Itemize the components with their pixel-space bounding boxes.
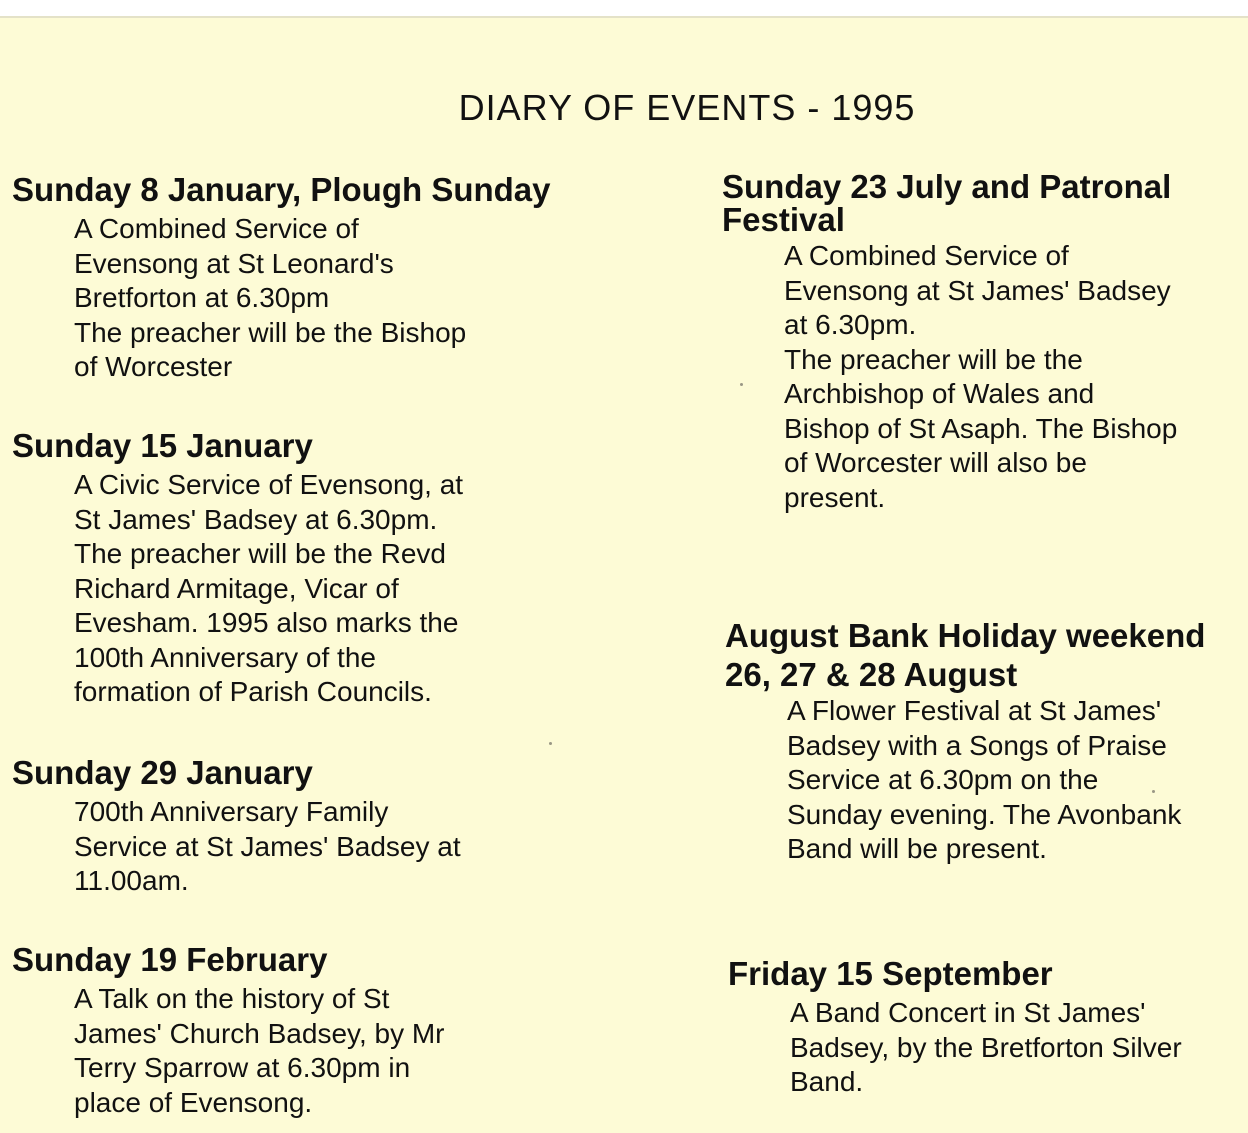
description-line: formation of Parish Councils. [74, 676, 432, 707]
print-speck [740, 383, 743, 386]
event-heading: Sunday 29 January [12, 754, 313, 791]
event-description [12, 982, 445, 1120]
event-description [722, 239, 1177, 515]
event-heading: Friday 15 September [728, 955, 1053, 992]
description-line: 100th Anniversary of the [74, 641, 376, 673]
description-line: Archbishop of Wales and [784, 378, 1095, 409]
description-line: A Flower Festival at St James' [787, 695, 1162, 726]
event-entry [722, 170, 1177, 515]
description-line: Badsey, by the Bretforton Silver [790, 1031, 1182, 1063]
event-entry [12, 942, 445, 1120]
description-line: present. [784, 481, 886, 513]
event-entry [12, 172, 551, 385]
event-entry [728, 956, 1182, 1100]
description-line: of Worcester will also be [784, 447, 1087, 478]
description-line: Terry Sparrow at 6.30pm in [74, 1052, 411, 1083]
description-line: A Combined Service of [784, 240, 1069, 271]
description-line: The preacher will be the [784, 343, 1083, 375]
description-line: A Talk on the history of St [74, 983, 390, 1014]
description-line: Evesham. 1995 also marks the [74, 607, 459, 638]
description-line: Sunday evening. The Avonbank [787, 798, 1182, 830]
description-line: Band. [790, 1066, 864, 1097]
event-entry [12, 755, 461, 899]
print-speck [549, 742, 552, 745]
description-line: place of Evensong. [74, 1086, 313, 1118]
event-description [12, 468, 463, 710]
description-line: 700th Anniversary Family [74, 796, 389, 827]
event-description [725, 694, 1205, 867]
description-line: Service at 6.30pm on the [787, 764, 1099, 795]
description-line: at 6.30pm. [784, 309, 917, 340]
event-description [12, 212, 551, 385]
description-line: Service at St James' Badsey at [74, 830, 461, 862]
description-line: Evensong at St Leonard's [74, 247, 394, 279]
event-description [12, 795, 461, 899]
description-line: Band will be present. [787, 833, 1047, 864]
heading-line: Festival [722, 201, 845, 238]
event-description [728, 996, 1182, 1100]
description-line: 11.00am. [74, 865, 189, 896]
description-line: A Band Concert in St James' [790, 997, 1146, 1028]
event-heading [722, 170, 1177, 236]
page-title: DIARY OF EVENTS - 1995 [458, 87, 916, 128]
description-line: A Combined Service of [74, 213, 359, 244]
description-line: St James' Badsey at 6.30pm. [74, 503, 438, 535]
description-line: The preacher will be the Bishop [74, 316, 467, 348]
description-line: Bretforton at 6.30pm [74, 282, 330, 313]
heading-line: Sunday 23 July and Patronal [722, 168, 1172, 205]
event-entry [12, 428, 463, 710]
description-line: Badsey with a Songs of Praise [787, 729, 1167, 761]
event-entry [725, 616, 1205, 867]
description-line: A Civic Service of Evensong, at [74, 469, 464, 500]
description-line: Bishop of St Asaph. The Bishop [784, 412, 1178, 444]
description-line: of Worcester [74, 351, 233, 382]
description-line: James' Church Badsey, by Mr [74, 1017, 445, 1049]
event-heading: Sunday 8 January, Plough Sunday [12, 171, 551, 208]
event-heading [725, 616, 1205, 694]
print-speck [1152, 790, 1155, 793]
heading-line: 26, 27 & 28 August [725, 656, 1018, 693]
heading-line: August Bank Holiday weekend [725, 617, 1206, 654]
event-heading: Sunday 15 January [12, 427, 313, 464]
event-heading: Sunday 19 February [12, 941, 328, 978]
description-line: Evensong at St James' Badsey [784, 274, 1171, 306]
description-line: The preacher will be the Revd [74, 538, 446, 569]
description-line: Richard Armitage, Vicar of [74, 572, 399, 604]
